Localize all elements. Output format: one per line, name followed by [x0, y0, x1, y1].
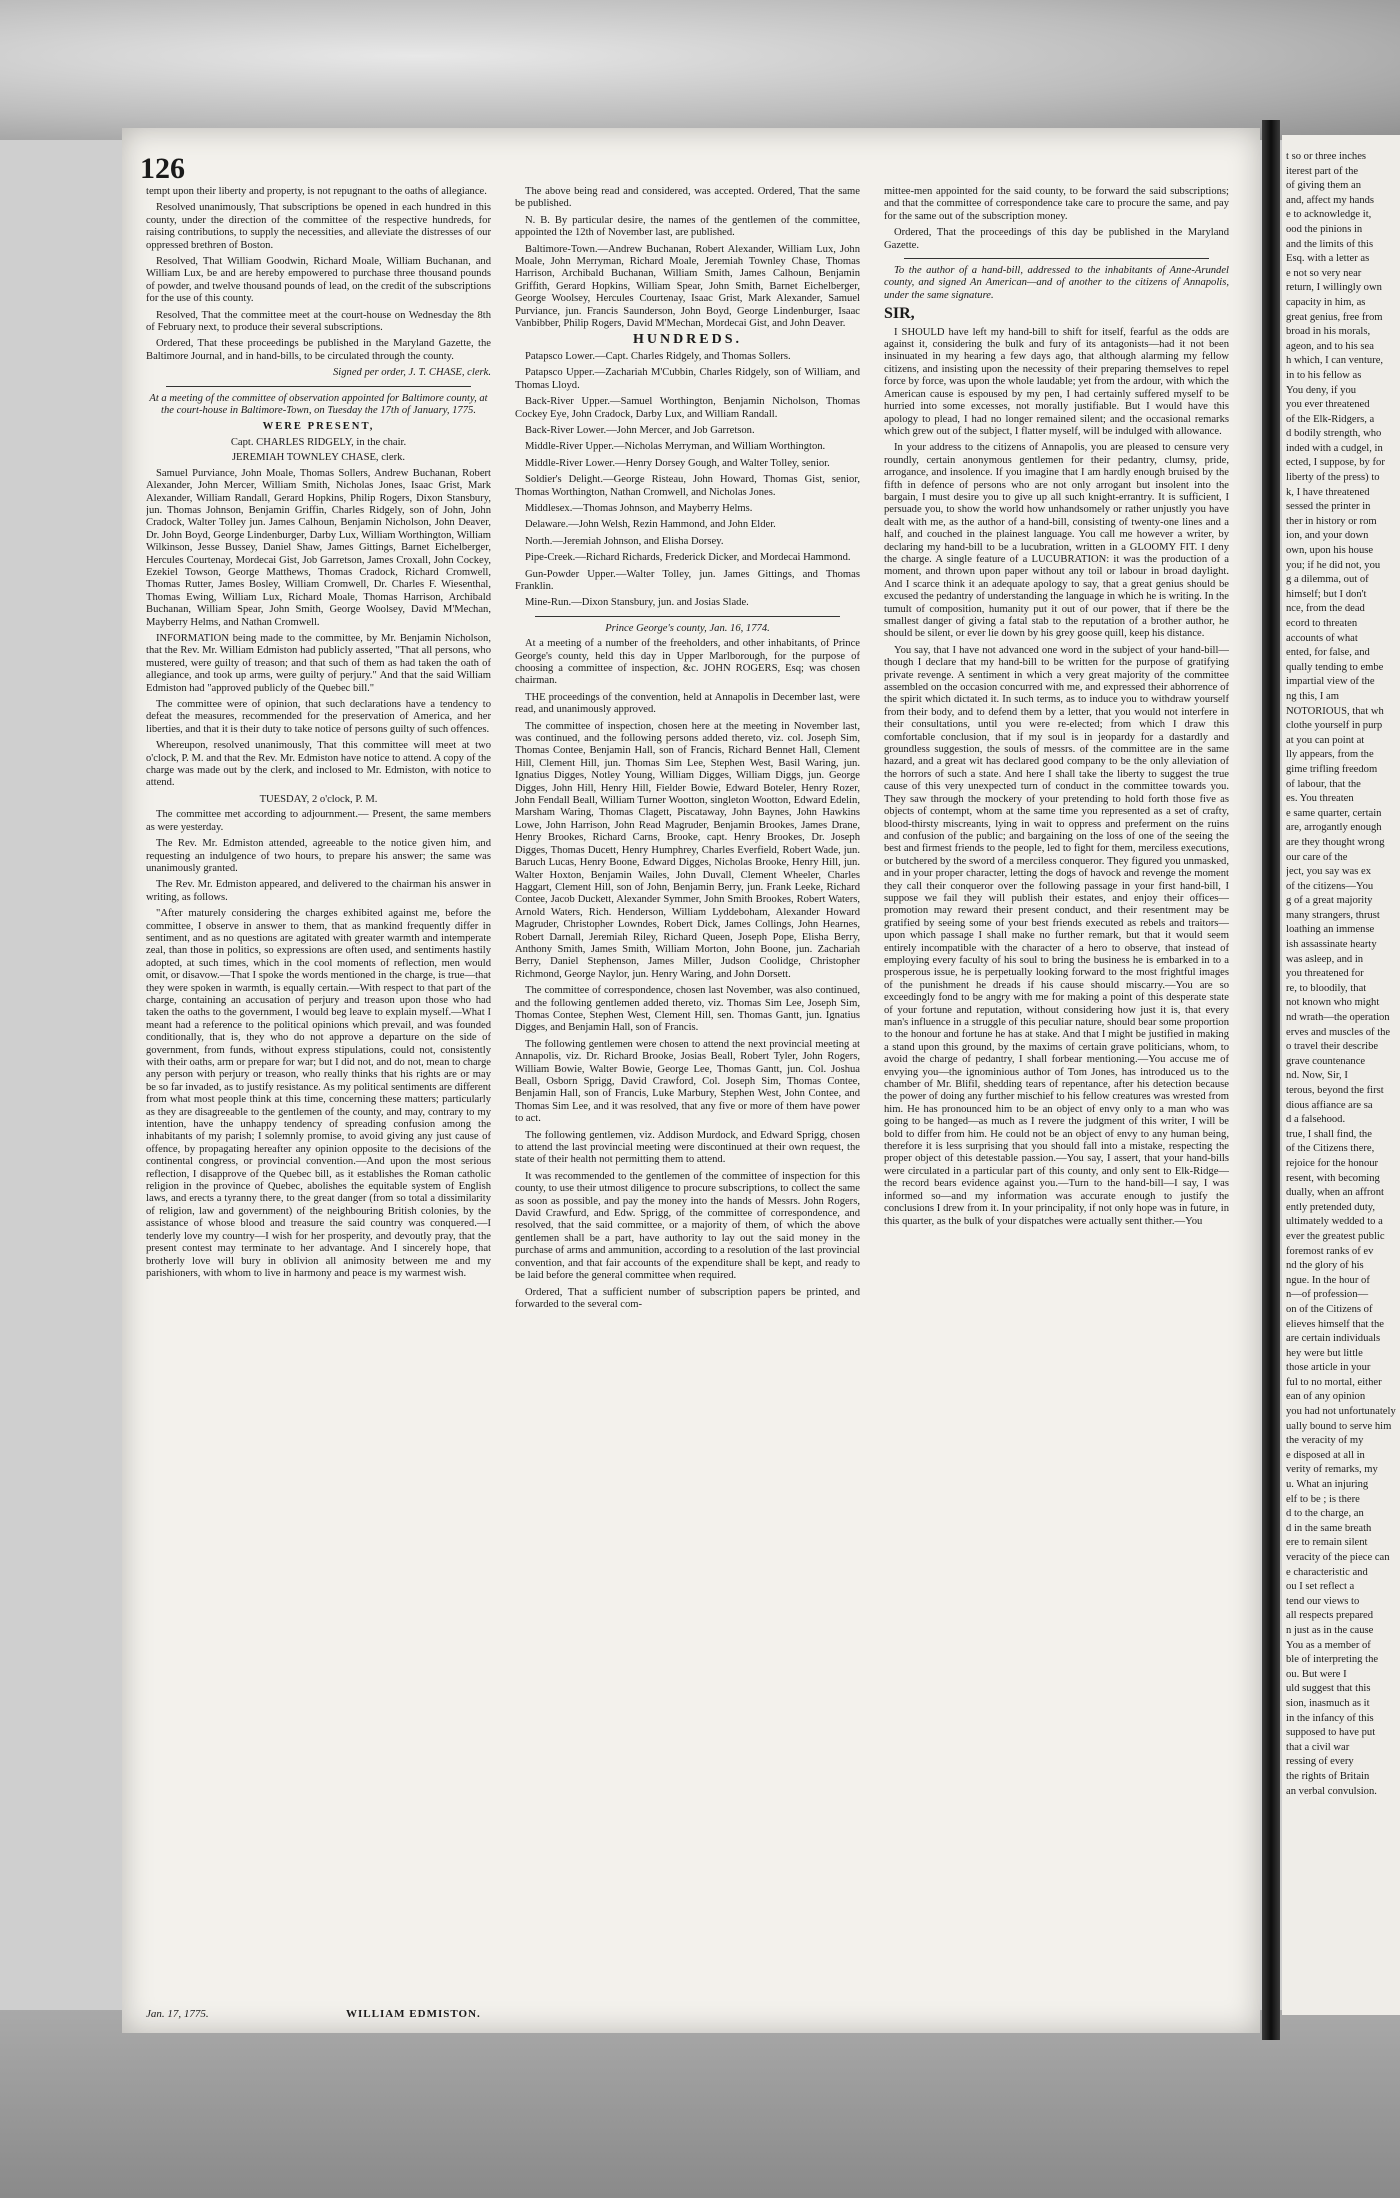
paragraph: The committee of inspection, chosen here at the meeting in November last, was continued, and the following persons added thereto, viz. col. Joseph Sim, Thomas Contee, Benjamin Hall, son of Francis, Richard Bennet Hall, Clement Hill, Clement Hill, jun. Thomas Sim Lee, Stephen West, Basil Waring, jun. Ignatius Digges, Notley Young, William Digges, William Diggs, jun. George Digges, John Hill, Henry Hill, Fielder Bowie, Edward Boteler, Henry Rozer, John Fendall Beall, William Turner Wootton, singleton Wootton, Edward Edelin, Marsham Waring, Thomas Clagett, Piscataway, John Baynes, John Hawkins Lowe, John Harrison, John Read Magruder, Benjamin Brookes, James Drane, Henry Brookes, Richard Carns, Brooke, capt. Henry Brookes, Dr. Joseph Digges, Thomas Ducett, Henry Humphrey, Charles Everfield, Robert Wade, jun. Baruch Lucas, Henry Boone, Edward Digges, Nicholas Brooke, Henry Hill, jun. Walter Hoxton, Benjamin Wailes, John Duvall, Clement Wheeler, Charles Haggart, Clement Hill, son of John, Benjamin Berry, jun. Frank Leeke, Richard Contee, Jacob Duckett, Alexander Symmer, John Smith Brookes, Robert Waters, Arnold Waters, Rich. Henderson, William Lyddeboham, Alexander Howard Magruder, Christopher Lowndes, Robert Dick, James Collings, John Hearnes, Robert Darnall, Jeremiah Riley, Richard Queen, Joseph Pope, Elisha Berry, Anthony Smith, James Smith, William Morton, John Boone, jun. Zachariah Berry, Daniel Stephenson, James Miller, Judson Coolidge, Christopher Richmond, George Naylor, jun. Henry Waring, and John Dorsett. [515, 720, 860, 980]
facing-line: of the Elk-Ridgers, a [1286, 413, 1375, 425]
paragraph: Resolved unanimously, That subscriptions be opened in each hundred in this county, under the direction of the committee of the respective hundreds, for raising contributions, to supply the necessities, and alleviate the distresses of our oppressed brethren of Boston. [146, 202, 491, 251]
pg-heading: Prince George's county, Jan. 16, 1774. [605, 622, 770, 634]
facing-line: ject, you say was ex [1286, 866, 1372, 878]
letter-address: To the author of a hand-bill, addressed to the inhabitants of Anne-Arundel county, and signed An American—and of another to the citizens of Annapolis, under the same signature. [884, 265, 1229, 301]
facing-line: e disposed at all in [1286, 1449, 1365, 1461]
facing-line: many strangers, thrust [1286, 909, 1380, 921]
page-footer [146, 2008, 846, 2020]
baltimore-town: Baltimore-Town.—Andrew Buchanan, Robert Alexander, William Lux, John Moale, John Merryman, Richard Moale, Jeremiah Townley Chase, Thomas Harrison, Archibald Buchanan, William Smith, James Calhoun, Benjamin Griffith, Gerard Hopkins, William Spear, John Smith, Barnet Eichelberger, George Woolsey, Hercules Courtenay, Isaac Grist, Mark Alexander, Samuel Purviance, jun. Francis Saunderson, John Boyd, George Lindenburger, Isaac Vanbibber, Philip Rogers, David M'Mechan, Mordecai Gist, and John Deaver. [515, 243, 860, 330]
facing-line: sion, inasmuch as it [1286, 1697, 1370, 1709]
facing-line: ngue. In the hour of [1286, 1274, 1370, 1286]
facing-line: ressing of every [1286, 1756, 1354, 1768]
facing-line: ng this, I am [1286, 690, 1339, 702]
facing-line: you had not unfortunately [1286, 1406, 1396, 1418]
opinion: The committee were of opinion, that such declarations have a tendency to defeat the measures, recommended for the preservation of America, and her liberties, and that it is their duty to take notice of persons guilty of such offences. [146, 699, 491, 735]
facing-line: ble of interpreting the [1286, 1654, 1379, 1666]
facing-line: e to acknowledge it, [1286, 209, 1372, 221]
facing-line: veracity of the piece can [1286, 1552, 1390, 1563]
scan-background-bottom [0, 2010, 1400, 2198]
facing-line: sessed the printer in [1286, 501, 1371, 513]
facing-line: elieves himself that the [1286, 1318, 1384, 1330]
signed-line: Signed per order, J. T. CHASE, clerk. [333, 367, 491, 379]
facing-line: true, I shall find, the [1286, 1128, 1372, 1140]
facing-line: n just as in the cause [1286, 1624, 1374, 1636]
column-2 [515, 186, 860, 2016]
hundred-entry: Middlesex.—Thomas Johnson, and Mayberry Helms. [525, 502, 753, 514]
facing-line: the rights of Britain [1286, 1770, 1370, 1782]
facing-line: erves and muscles of the [1286, 1026, 1391, 1038]
facing-line: nce, from the dead [1286, 603, 1365, 615]
facing-line: capacity in him, as [1286, 296, 1366, 308]
hundred-entry: Back-River Upper.—Samuel Worthington, Benjamin Nicholson, Thomas Cockey Eye, John Cradock, Darby Lux, and William Randall. [515, 396, 860, 420]
facing-line: our care of the [1286, 851, 1348, 863]
facing-line: d to the charge, an [1286, 1508, 1364, 1520]
hundred-entry: Gun-Powder Upper.—Walter Tolley, jun. James Gittings, and Thomas Franklin. [515, 568, 860, 592]
paragraph: The Rev. Mr. Edmiston appeared, and delivered to the chairman his answer in writing, as follows. [146, 879, 491, 903]
facing-line: ood the pinions in [1286, 223, 1363, 235]
facing-line: you ever threatened [1286, 399, 1370, 411]
facing-line: not known who might [1286, 997, 1380, 1009]
information: INFORMATION being made to the committee, by Mr. Benjamin Nicholson, that the Rev. Mr. William Edmiston had publicly asserted, "That all persons, who mustered, were guilty of treason; and that such of them as had taken the oath of allegiance, and took up arms, were guilty of perjury." And that the said William Edmiston had "approved publicly of the Quebec bill." [146, 633, 491, 694]
facing-line: nd the glory of his [1286, 1260, 1364, 1272]
hundred-entry: Delaware.—John Welsh, Rezin Hammond, and John Elder. [525, 519, 776, 531]
facing-line: NOTORIOUS, that wh [1286, 705, 1384, 717]
facing-line: e same quarter, certain [1286, 807, 1382, 819]
facing-line: at you can point at [1286, 734, 1365, 746]
hundred-entry: Middle-River Upper.—Nicholas Merryman, and William Worthington. [525, 441, 826, 453]
edmiston-answer: "After maturely considering the charges exhibited against me, before the committee, I observe in answer to them, that as mankind frequently differ in sentiment, and as no questions are agitated with greater warmth and intemperate zeal, than those in politics, so expressions are often used, and sentiments hastily adopted, at such times, which in the cool moments of reflection, men would omit, or disavow.—That I spoke the words mentioned in the charge, is true—that they were spoken in warmth, is equally certain.—With respect to that part of the charge, containing an accusation of perjury and treason upon those who had taken the oaths to the government, I would beg leave to explain myself.—What I meant had a reference to the political opinions which prevail, and was founded conditionally, that is, they who do not approve a departure on the side of government, from funds, without express stipulations, could not, consistently with their oaths, arm or prepare for war; but I did not, and do not, mean to charge any person with perjury or treason, who really thinks that his rights are or may be so far invaded, as to justify resistance. As my political sentiments are different from what most people think at this time, concerning these matters; particularly as they are disagreeable to the gentlemen of the county, and may, contrary to my intention, have the unhappy tendency of spreading confusion among the inhabitants of my parish; I solemnly promise, to avoid giving any just cause of offence, by propagating hereafter any opinion opposite to the decisions of the continental congress, or provincial convention.—And upon the most serious reflection, I disapprove of the Quebec bill, as it establishes the Roman catholic religion in the province of Quebec, abolishes the equitable system of English laws, and erects a tyranny there, to the great danger (from so total a dissimilarity of religion, law and government) of the neighbouring British colonies, by the assistance of whose blood and treasure the said country was conquered.—I tenderly love my country—I wish for her prosperity, and devoutly pray, that the present contest may terminate to her advantage. And I sincerely hope, that brotherly love will bury in oblivion all animosity between me and my parishioners, with whom to live in harmony and peace is my warmest wish. [146, 908, 491, 1279]
facing-line: re, to bloodily, that [1286, 982, 1367, 994]
facing-line: ean of any opinion [1286, 1391, 1366, 1403]
facing-line: g of a great majority [1286, 895, 1373, 907]
hundred-entry: Soldier's Delight.—George Risteau, John Howard, Thomas Gist, senior, Thomas Worthington, Nathan Cromwell, and Nicholas Jones. [515, 474, 860, 498]
facing-line: and, affect my hands [1286, 194, 1375, 206]
facing-line: hey were but little [1286, 1347, 1363, 1359]
letter-body: I SHOULD have left my hand-bill to shift for itself, fearful as the odds are against it, considering the bulk and fury of its antagonists—had it not been insinuated in my hearing a few days ago, that although alarming my fellow citizens, and insisting upon the necessity of their preparing themselves to repel force by force, was upon the whole laudable; yet from the ardour, with which the American cause is espoused by my pen, I had certainly suffered myself to be hurried into some excesses, not morally justifiable. But I would have this apology to plead, I had no longer remained silent; and the occasional remarks which grew out of the subject, I flatter myself, will be indulged with allowance. [884, 326, 1229, 437]
newspaper-page [122, 128, 1260, 2033]
hundred-entry: North.—Jeremiah Johnson, and Elisha Dorsey. [525, 535, 724, 547]
facing-line: in to his fellow as [1286, 369, 1362, 381]
whereupon: Whereupon, resolved unanimously, That this committee will meet at two o'clock, P. M. and that the Rev. Mr. Edmiston have notice to attend. A copy of the charge was made out by the clerk, and inclosed to Mr. Edmiston, with notice to attend. [146, 740, 491, 789]
facing-line: nd wrath—the operation [1286, 1012, 1390, 1024]
facing-line: rejoice for the honour [1286, 1157, 1379, 1169]
facing-line: inded with a cudgel, in [1286, 442, 1383, 454]
hundred-entry: Patapsco Upper.—Zachariah M'Cubbin, Charles Ridgely, son of William, and Thomas Lloyd. [515, 367, 860, 391]
facing-line: all respects prepared [1286, 1610, 1374, 1622]
facing-line: ently pretended duty, [1286, 1201, 1376, 1213]
facing-line: ented, for false, and [1286, 647, 1370, 659]
facing-line: supposed to have put [1286, 1727, 1376, 1739]
members-list: Samuel Purviance, John Moale, Thomas Sollers, Andrew Buchanan, Robert Alexander, John Mercer, William Smith, Nicholas Jones, Isaac Grist, Mark Alexander, William Randall, Gerard Hopkins, Philip Rogers, Dixon Stansbury, jun. Thomas Johnson, Benjamin Griffin, Charles Ridgely, son of John, John Cradock, Walter Tolley jun. James Calhoun, Benjamin Nicholson, John Deaver, Dr. John Boyd, George Lindenburger, Darby Lux, William Worthington, William Wilkinson, Jesse Bussey, Daniel Shaw, James Gittings, Barnet Eichelberger, Hercules Courtenay, Mordecai Gist, Job Garretson, James Croxall, John Cockey, Ezekiel Towson, George Matthews, Thomas Cradock, Richard Cromwell, Thomas Rutter, James Bosley, William Cromwell, Dr. Charles F. Wiesenthal, Thomas Ewing, William Lux, Richard Moale, Thomas Harrison, Archibald Buchanan, William Spear, John Smith, George Woolsey, David M'Mechan, Mayberry Helms, and Nathan Cromwell. [146, 467, 491, 628]
column-3 [884, 186, 1229, 2016]
facing-line: ultimately wedded to a [1286, 1216, 1383, 1228]
facing-line: of giving them an [1286, 180, 1362, 192]
paragraph: Ordered, That a sufficient number of subscription papers be printed, and forwarded to the several com- [515, 1286, 860, 1310]
facing-line: ou I set reflect a [1286, 1581, 1355, 1593]
facing-line: the veracity of my [1286, 1435, 1364, 1447]
facing-line: d in the same breath [1286, 1522, 1372, 1534]
divider [904, 258, 1209, 259]
facing-page-text [1286, 150, 1400, 1799]
page-number: 126 [140, 152, 185, 185]
signature: WILLIAM EDMISTON. [346, 2008, 481, 2020]
facing-line: foremost ranks of ev [1286, 1245, 1374, 1257]
paragraph: At a meeting of a number of the freeholders, and other inhabitants, of Prince George's county, held this day in Upper Marlborough, for the purpose of choosing a committee of inspection, &c. JOHN ROGERS, Esq; was chosen chairman. [515, 638, 860, 687]
facing-line: nd. Now, Sir, I [1286, 1070, 1348, 1082]
paragraph: Ordered, That these proceedings be published in the Maryland Gazette, the Baltimore Journal, and in hand-bills, to be circulated through the county. [146, 338, 491, 362]
divider [535, 616, 840, 617]
hundred-entry: Patapsco Lower.—Capt. Charles Ridgely, and Thomas Sollers. [525, 350, 791, 362]
facing-line: uld suggest that this [1286, 1683, 1371, 1695]
facing-line: verity of remarks, my [1286, 1464, 1378, 1476]
facing-page [1282, 135, 1400, 2015]
facing-line: those article in your [1286, 1362, 1371, 1374]
facing-line: elf to be ; is there [1286, 1493, 1360, 1505]
facing-line: are, arrogantly enough [1286, 822, 1382, 834]
facing-line: ion, and your down [1286, 530, 1369, 542]
divider [166, 386, 471, 387]
paragraph: Resolved, That the committee meet at the court-house on Wednesday the 8th of February next, to produce their several subscriptions. [146, 309, 491, 334]
facing-line: are they thought wrong [1286, 836, 1385, 848]
facing-line: are certain individuals [1286, 1333, 1381, 1345]
facing-line: impartial view of the [1286, 676, 1375, 688]
facing-line: k, I have threatened [1286, 486, 1370, 498]
facing-line: liberty of the press) to [1286, 472, 1380, 484]
facing-line: u. What an injuring [1286, 1479, 1369, 1491]
facing-line: you threatened for [1286, 968, 1364, 980]
paragraph: mittee-men appointed for the said county, to be forward the said subscriptions; and that the committee of correspondence take care to procure the same, and pay for the same out of the subscription money. [884, 186, 1229, 222]
column-1 [146, 186, 491, 2016]
facing-line: great genius, free from [1286, 311, 1383, 323]
facing-line: gime trifling freedom [1286, 763, 1378, 775]
facing-line: ecord to threaten [1286, 618, 1358, 629]
hundred-entry: Middle-River Lower.—Henry Dorsey Gough, and Walter Tolley, senior. [525, 457, 830, 469]
paragraph: N. B. By particular desire, the names of the gentlemen of the committee, appointed the 12th of November last, are published. [515, 214, 860, 239]
facing-line: You as a member of [1286, 1639, 1371, 1651]
hundred-entry: Back-River Lower.—John Mercer, and Job Garretson. [525, 424, 755, 436]
paragraph: Resolved, That William Goodwin, Richard Moale, William Buchanan, and William Lux, be and are hereby empowered to purchase three thousand pounds of powder, and twelve thousand pounds of lead, on the credit of the subscriptions for the use of this county. [146, 256, 491, 305]
facing-line: h which, I can venture, [1286, 355, 1384, 367]
facing-line: ful to no mortal, either [1286, 1376, 1382, 1388]
paragraph: Ordered, That the proceedings of this day be published in the Maryland Gazette. [884, 227, 1229, 251]
facing-line: e not so very near [1286, 267, 1362, 279]
meeting-heading: At a meeting of the committee of observation appointed for Baltimore county, at the court-house in Baltimore-Town, on Tuesday the 17th of January, 1775. [149, 392, 488, 417]
were-present: WERE PRESENT, [262, 420, 375, 432]
facing-line: You deny, if you [1286, 384, 1357, 396]
facing-line: of the citizens—You [1286, 880, 1374, 892]
facing-line: ageon, and to his sea [1286, 340, 1374, 352]
facing-line: e characteristic and [1286, 1566, 1368, 1578]
hundred-entry: Mine-Run.—Dixon Stansbury, jun. and Josias Slade. [525, 597, 749, 609]
hundreds-heading: HUNDREDS. [632, 332, 743, 348]
clerk: JEREMIAH TOWNLEY CHASE, clerk. [231, 452, 406, 464]
letter-body: In your address to the citizens of Annapolis, you are pleased to censure very roundly, certain anonymous gentlemen for their pedantry, clumsy, pride, arrogance, and insolence. If you imagine that I am hardly enough bruised by the fifth in defence of persons who are not only arrogant but insolent into the bargain, I must desire you to give up all such knight-errantry. It is sufficient, I persuade you, to show the world how unhandsomely or rather unjustly you have dealt with me, as the author of a hand-bill, consisting of twenty-one lines and a half, and couched in the plainest language. You call me however a writer, by declaring my hand-bill to be a lucubration, written in a GLOOMY FIT. I deny the charge. A single feature of a LUCUBRATION: it was the production of a moment, and thrown upon paper without any toil or labour in broad daylight. And I scarce think it an adequate apology to say, that a great genius should be excused the pedantry of understanding the language in which he is writing. In the tumult of composition, humanity put it out of our power, that if there be the smallest danger of giving a fatal stab to the reputation of a brother author, he should be silent, or ever lie down by his grey goose quill, keep his distance. [884, 442, 1229, 640]
facing-line: own, upon his house [1286, 545, 1374, 557]
facing-line: and the limits of this [1286, 238, 1374, 250]
paragraph: tempt upon their liberty and property, is not repugnant to the oaths of allegiance. [146, 186, 487, 197]
facing-line: terous, beyond the first [1286, 1085, 1384, 1096]
facing-line: himself; but I don't [1286, 588, 1367, 600]
paragraph: The committee met according to adjournment.— Present, the same members as were yesterday. [146, 809, 491, 833]
paragraph: It was recommended to the gentlemen of the committee of inspection for this county, to use their utmost diligence to procure subscriptions, to collect the same as soon as possible, and pay the money into the hands of Messrs. John Rogers, David Crawfurd, and Edw. Sprigg, of the committee of correspondence, and resolved, that the said committee, or a majority of them, of which the above gentlemen shall be a part, have authority to lay out the said money in the purchase of arms and ammunition, according to a resolution of the last provincial convention, and that fair accounts of the expenditure shall be kept, and ready to be laid before the general committee when required. [515, 1170, 860, 1282]
facing-line: grave countenance [1286, 1055, 1366, 1067]
facing-line: es. You threaten [1286, 793, 1354, 805]
facing-line: n—of profession— [1286, 1289, 1369, 1301]
facing-line: o travel their describe [1286, 1041, 1379, 1053]
facing-line: of the Citizens there, [1286, 1143, 1375, 1155]
facing-line: clothe yourself in purp [1286, 720, 1383, 732]
letter-body: You say, that I have not advanced one word in the subject of your hand-bill—though I declare that my hand-bill to be written for the purpose of gratifying private revenge. A sentiment in which a very great majority of the committee assembled on the occasion concurred with me, and expressed their abhorrence of the spirit which dictated it. In such terms, as to induce you to withdraw yourself from their body, and to defend them by a letter, that you would not interfere in their consultations, until you were re-elected; from which I draw this comfortable conclusion, that if my soul is in jeopardy for a dastardly and groundless suggestion, the souls of messrs. of the committee are in the same hazard, and a great wit has declared good company to be the only alleviation of the horrors of such a state. And here I shall take the liberty to suggest the true cause of this very unexpected turn of conduct in the committee towards you. They saw through the mockery of your pretending to hold forth those five as objects of contempt, whom at the same time you represented as a set of crafty, blood-thirsty miscreants, lying in wait to oppress and preferment on the ruins and confusion of the public; and bargaining on the loss of one of the seeing the best and firmest friends to the people, led to fight for them, merciless executions, or butchered by the sword of a merciless conqueror. They figured you unmasked, and in your proper character, letting the dogs of havock and revenge the moment they call their conqueror over the following passage in your first hand-bill, I suppose we fail they will publish their estates, and enjoy their offices—promotion may reward their present conduct, and their resentment may be gratified by seeing some of your best friends executed as rebels and traitors—upon which passage I shall make no further remark, but that it would seem entirely incompatible with the character of a hero to observe, that instead of employing every faculty of his soul to bring the business he is embarked in to a prosperous issue, he is perpetually looking forward to the most frightful images of the punishment he dreads if his cause should miscarry.—You are so exceedingly fond to be angry with me for making a point of this desperate state of your fortune and reputation, without considering how just it is, that every man's influence in a struggle of this peculiar nature, should bear some proportion to the honour and fortune he has at stake. And that I might be justified in making a stand upon this ground, by the maxims of certain grave politicians, whom, to avoid the charge of pedantry, I shall forbear mentioning.—You accuse me of envying you—the ignominious author of Tom Jones, has introduced us to the chamber of Mr. Blifil, shedding tears of repentance, after his detection because the power of doing any further mischief to his fellow creatures was wrested from him. He has pronounced him to be an object of envy only to a man who was going to be hanged—as much as I revere the judgment of this writer, I will be bold to differ from him. He could not be an object of envy to any human being, therefore it is less surprising that you should fall into a mistake, respecting the proper object of this detestable passion.—You say, I assert, that your hand-bills were circulated in a particular part of this county, and only sent to Elk-Ridge—the record bears evidence against you.—Turn to the hand-bill—I say, I was informed so—and my information was accurate enough to justify the conclusions I drew from it. In your principality, if not only hope was in future, in this quarter, as the bulk of your dispatches were actually sent thither.—You [884, 644, 1229, 1227]
facing-line: tend our views to [1286, 1595, 1360, 1607]
facing-line: lly appears, from the [1286, 749, 1374, 761]
facing-line: iterest part of the [1286, 165, 1359, 177]
hundred-entry: Pipe-Creek.—Richard Richards, Frederick Dicker, and Mordecai Hammond. [525, 552, 851, 564]
paragraph: The following gentlemen, viz. Addison Murdock, and Edward Sprigg, chosen to attend the last provincial meeting were discontinued at their own request, the state of their health not permitting them to attend. [515, 1129, 860, 1166]
facing-line: return, I willingly own [1286, 282, 1382, 294]
paragraph: THE proceedings of the convention, held at Annapolis in December last, were read, and unanimously approved. [515, 691, 860, 716]
binding-gutter [1262, 120, 1280, 2040]
facing-line: ere to remain silent [1286, 1537, 1368, 1549]
facing-line: g a dilemma, out of [1286, 574, 1369, 586]
facing-line: that a civil war [1286, 1741, 1350, 1753]
facing-line: ou. But were I [1286, 1668, 1347, 1680]
facing-line: Esq. with a letter as [1286, 253, 1370, 265]
paragraph: The Rev. Mr. Edmiston attended, agreeable to the notice given him, and requesting an indulgence of two hours, to prepare his answer; the same was unanimously granted. [146, 838, 491, 874]
paragraph: The committee of correspondence, chosen last November, was also continued, and the following gentlemen added thereto, viz. Thomas Sim Lee, Joseph Sim, Thomas Contee, Stephen West, Clement Hill, sen. Thomas Gantt, jun. Ignatius Digges, and Benjamin Hall, son of Francis. [515, 985, 860, 1034]
paragraph: The following gentlemen were chosen to attend the next provincial meeting at Annapolis, viz. Dr. Richard Brooke, Josias Beall, Robert Tyler, John Rogers, William Bowie, Walter Bowie, George Lee, Thomas Gantt, jun. Col. Joshua Beall, Osborn Sprigg, David Crawford, Col. Joseph Sim, Thomas Contee, Benjamin Hall, son of Francis, Luke Marbury, Stephen West, John Contee, and Thomas Sim Lee, and it was resolved, that any five or more of them have power to act. [515, 1038, 860, 1125]
facing-line: d a falsehood. [1286, 1114, 1346, 1126]
scan-background-top [0, 0, 1400, 140]
facing-line: of labour, that the [1286, 778, 1361, 790]
facing-line: was asleep, and in [1286, 953, 1364, 965]
facing-line: ually bound to serve him [1286, 1420, 1392, 1432]
facing-line: d bodily strength, who [1286, 428, 1382, 440]
facing-line: broad in his morals, [1286, 326, 1371, 338]
paragraph: The above being read and considered, was accepted. Ordered, That the same be published. [515, 186, 860, 210]
facing-line: ever the greatest public [1286, 1230, 1385, 1242]
salutation: SIR, [884, 305, 915, 323]
facing-line: resent, with becoming [1286, 1172, 1380, 1184]
facing-line: dious affiance are sa [1286, 1099, 1373, 1111]
facing-line: loathing an immense [1286, 924, 1375, 936]
chair: Capt. CHARLES RIDGELY, in the chair. [230, 436, 407, 448]
facing-line: ish assassinate hearty [1286, 939, 1377, 951]
facing-line: t so or three inches [1286, 151, 1367, 162]
facing-line: ther in history or rom [1286, 515, 1377, 527]
facing-line: on of the Citizens of [1286, 1303, 1373, 1315]
facing-line: an verbal convulsion. [1286, 1785, 1377, 1797]
facing-line: dually, when an affront [1286, 1187, 1384, 1199]
facing-line: qually tending to embe [1286, 661, 1384, 673]
date-line: Jan. 17, 1775. [146, 2008, 209, 2020]
facing-line: ected, I suppose, by for [1286, 457, 1385, 469]
facing-line: you; if he did not, you [1286, 559, 1381, 571]
facing-line: accounts of what [1286, 632, 1358, 644]
tuesday-heading: TUESDAY, 2 o'clock, P. M. [259, 793, 378, 805]
facing-line: in the infancy of this [1286, 1712, 1374, 1724]
